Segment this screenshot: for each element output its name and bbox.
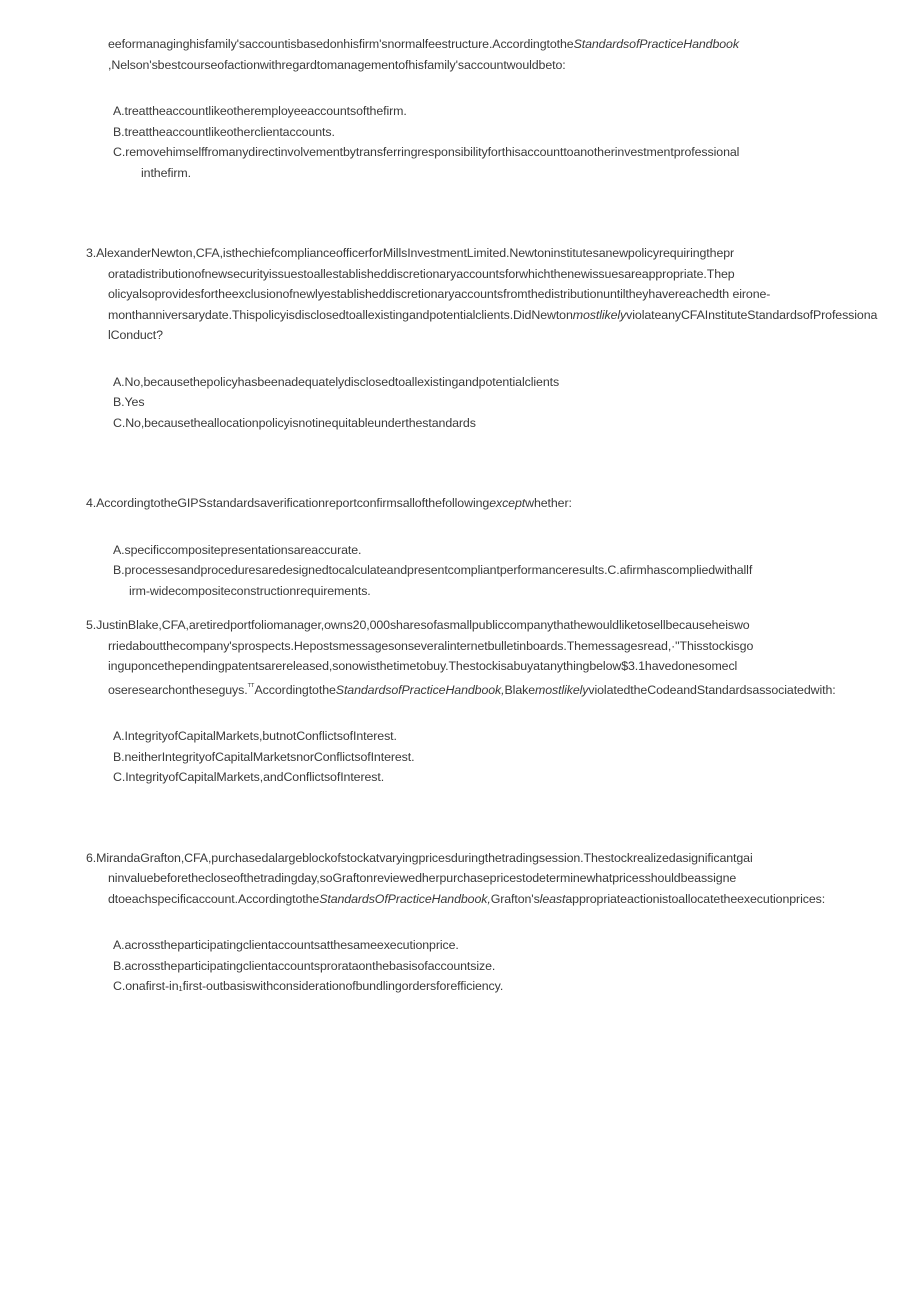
option-item[interactable]: C.onafirst-in₁first-outbasiswithconsiderationofbundlingordersforefficiency. — [113, 979, 504, 994]
question-6-text — [86, 848, 878, 910]
option-item[interactable]: B.treattheaccountlikeotherclientaccounts. — [113, 124, 335, 139]
q6-line-2: ninvaluebeforethecloseofthetradingday,soGraftonreviewedherpurchasepricestodeterminewhatpricesshouldbeassigne — [108, 871, 737, 886]
question-6-stem — [0, 848, 920, 910]
option-item[interactable]: A.specificcompositepresentationsareaccurate. — [113, 542, 362, 557]
q5-line-4-italic-2: mostlikely — [535, 682, 589, 697]
q5-line-2: rriedaboutthecompany'sprospects.Hepostsmessagesonseveralinternetbulletinboards.Themessagesread,·"Thisstockisgo — [108, 638, 754, 653]
q6-line-3-italic-2: least — [539, 891, 566, 906]
option-item[interactable]: A.acrosstheparticipatingclientaccountsatthesameexecutionprice. — [113, 938, 459, 953]
question-3-text — [86, 243, 878, 346]
q3-line-3: olicyalsoprovidesfortheexclusionofnewlyestablisheddiscretionaryaccountsfromthedistributionuntiltheyhavereachedth — [108, 287, 730, 301]
q5-line-4a: oseresearchontheseguys. — [108, 682, 248, 697]
q6-line-4: executionprices: — [737, 891, 826, 906]
q5-line-3: inguponcethependingpatentsarereleased,sonowisthetimetobuy.Thestockisabuyatanythingbelow$3.1havedonesomecl — [108, 659, 738, 673]
option-item[interactable]: C.removehimselffromanydirectinvolvementbytransferringresponsibilityforthisaccounttoanotherinvestmentprofessional — [113, 145, 740, 159]
question-3-options — [0, 372, 920, 434]
spacer — [0, 346, 920, 372]
continuation-line-1-italic: StandardsofPracticeHandbook — [573, 37, 739, 51]
question-2-options — [0, 101, 920, 183]
spacer — [0, 909, 920, 935]
option-item[interactable]: A.No,becausethepolicyhasbeenadequatelydisclosedtoallexistingandpotentialclients — [113, 374, 560, 389]
option-item[interactable]: B.Yes — [113, 395, 145, 409]
q3-line-4: eirone- — [732, 287, 771, 301]
q3-line-2: oratadistributionofnewsecurityissuestoallestablisheddiscretionaryaccountsforwhichthenewissuesareappropriate.Thep — [108, 266, 735, 281]
q3-line-1: 3.AlexanderNewton,CFA,isthechiefcomplianceofficerforMillsInvestmentLimited.Newtoninstitutesanewpolicyrequiringthepr — [86, 246, 735, 260]
q3-line-6: teStandardsofProfessionalConduct? — [108, 307, 878, 342]
spacer — [0, 75, 920, 101]
continuation-line-2: ,Nelson'sbestcourseofactionwithregardtomanagementofhisfamily'saccountwouldbeto: — [108, 57, 566, 72]
spacer — [0, 433, 920, 493]
q5-line-4c: Blake — [504, 682, 535, 697]
question-3-stem — [0, 243, 920, 346]
q5-line-4-italic: StandardsofPracticeHandbook, — [335, 682, 505, 697]
question-4-text — [86, 493, 878, 514]
q5-line-5: associatedwith: — [752, 682, 836, 697]
option-item[interactable]: B.neitherIntegrityofCapitalMarketsnorConflictsofInterest. — [113, 749, 415, 764]
q4-text-a: 4.AccordingtotheGIPSstandardsaverificationreportconfirmsallofthefollowing — [86, 496, 490, 510]
option-item[interactable]: B.acrosstheparticipatingclientaccountsprorataonthebasisofaccountsize. — [113, 958, 496, 973]
q6-line-3b: Grafton's — [490, 891, 540, 906]
spacer — [0, 514, 920, 540]
q5-line-1: 5.JustinBlake,CFA,aretiredportfoliomanager,owns20,000sharesofasmallpubliccompanythathewouldliketosellbecauseheiswo — [86, 618, 750, 632]
spacer — [0, 788, 920, 848]
question-5-text — [86, 615, 878, 700]
q3-line-5b: violateanyCFAInstitu — [626, 307, 738, 322]
question-4-stem — [0, 493, 920, 514]
question-4-options — [0, 540, 920, 602]
question-6-options — [0, 935, 920, 997]
continuation-line-1: eeformanaginghisfamily'saccountisbasedonhisfirm'snormalfeestructure.Accordingtothe — [108, 37, 574, 51]
q4-text-italic: except — [489, 496, 526, 510]
q4-text-b: whether: — [525, 496, 572, 510]
option-item-continuation: inthefirm. — [141, 165, 191, 180]
continuation-paragraph — [0, 34, 920, 75]
option-item[interactable]: A.treattheaccountlikeotheremployeeaccountsofthefirm. — [113, 104, 407, 118]
spacer — [0, 700, 920, 726]
option-item[interactable]: C.No,becausetheallocationpolicyisnotinequitableunderthestandards — [113, 415, 476, 430]
q6-line-3-italic: StandardsOfPracticeHandbook, — [319, 891, 491, 906]
option-item[interactable]: A.IntegrityofCapitalMarkets,butnotConflictsofInterest. — [113, 729, 397, 744]
question-5-options — [0, 726, 920, 788]
document-body — [0, 34, 920, 997]
q6-line-3c: appropriateactionistoallocatethe — [565, 891, 738, 906]
spacer — [0, 183, 920, 243]
q3-line-5-italic: mostlikely — [572, 307, 627, 322]
spacer — [0, 601, 920, 615]
q5-line-4d: violatedtheCodeandStandards — [588, 682, 753, 697]
q6-line-1: 6.MirandaGrafton,CFA,purchasedalargeblockofstockatvaryingpricesduringthetradingsession.Thestockrealizedasignificantgai — [86, 850, 753, 865]
option-item[interactable]: B.processesandproceduresaredesignedtocalculateandpresentcompliantperformanceresults.C.afirmhascompliedwithallf — [113, 563, 753, 577]
question-5-stem — [0, 615, 920, 700]
option-item-continuation: irm-widecompositeconstructionrequirements. — [129, 583, 371, 598]
option-item[interactable]: C.IntegrityofCapitalMarkets,andConflictsofInterest. — [113, 770, 385, 785]
q5-footnote-mark: ᵀᵀ — [247, 681, 255, 691]
q6-line-3a: dtoeachspecificaccount.Accordingtothe — [108, 891, 320, 906]
q3-line-5a: monthanniversarydate.Thispolicyisdisclosedtoallexistingandpotentialclients.DidNewton — [108, 307, 573, 322]
q5-line-4b: Accordingtothe — [254, 682, 336, 697]
